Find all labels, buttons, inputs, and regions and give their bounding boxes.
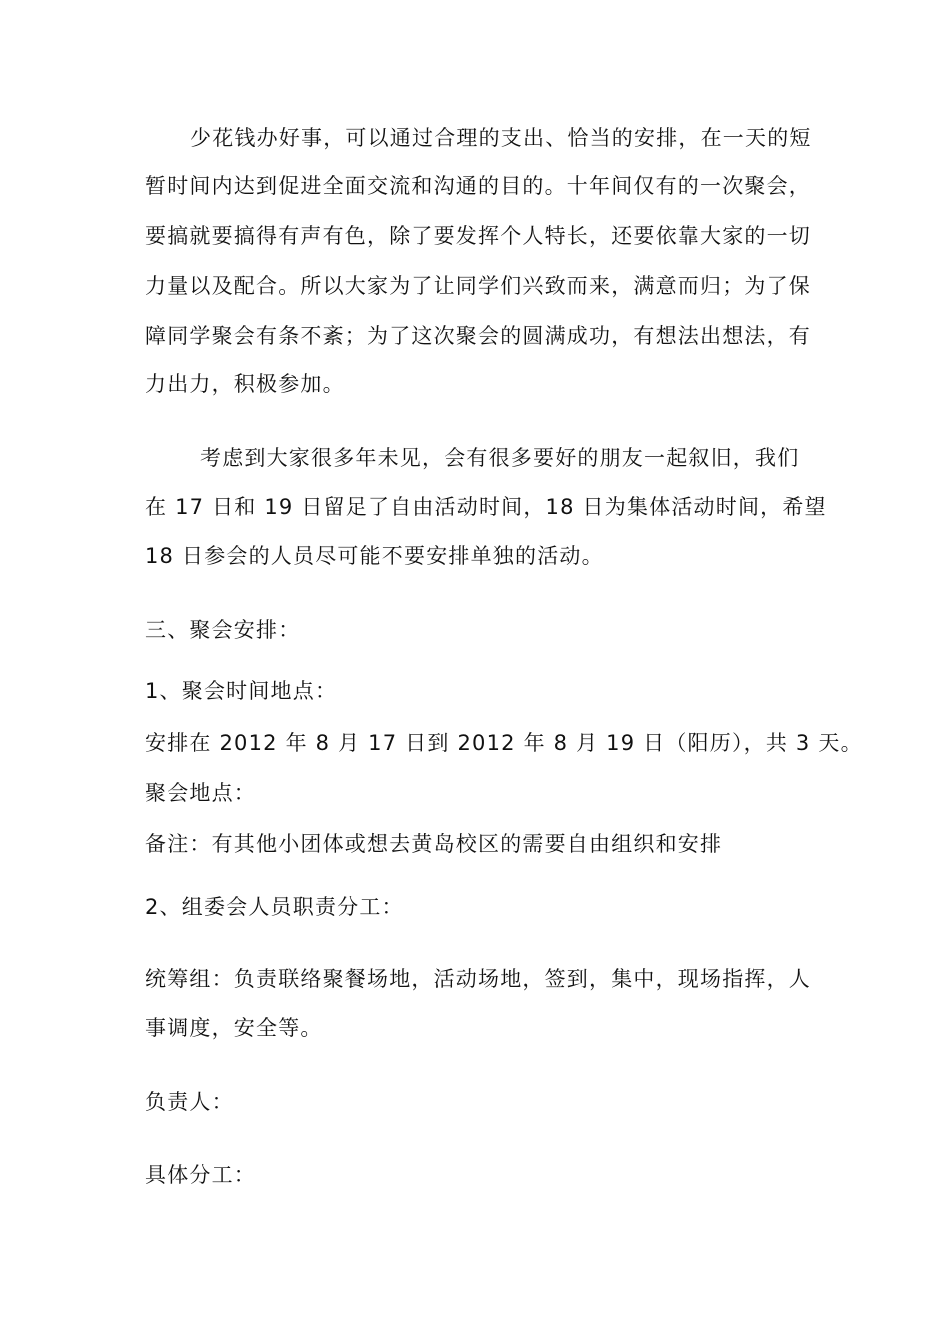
paragraph1-line-4: 力量以及配合。所以大家为了让同学们兴致而来，满意而归；为了保	[145, 274, 811, 298]
coordination-line-1: 统筹组：负责联络聚餐场地，活动场地，签到，集中，现场指挥，人	[145, 967, 811, 991]
item2-heading: 2、组委会人员职责分工：	[145, 895, 404, 919]
division-label: 具体分工：	[145, 1163, 256, 1187]
paragraph1-line-1: 少花钱办好事，可以通过合理的支出、恰当的安排，在一天的短	[190, 126, 812, 150]
section3-heading: 三、聚会安排：	[145, 618, 301, 642]
paragraph1-line-6: 力出力，积极参加。	[145, 372, 345, 396]
coordination-line-2: 事调度，安全等。	[145, 1016, 323, 1040]
paragraph2-line-2: 在 17 日和 19 日留足了自由活动时间，18 日为集体活动时间，希望	[145, 495, 827, 519]
paragraph2-line-3: 18 日参会的人员尽可能不要安排单独的活动。	[145, 544, 604, 568]
note-line: 备注：有其他小团体或想去黄岛校区的需要自由组织和安排	[145, 832, 723, 856]
paragraph1-line-2: 暂时间内达到促进全面交流和沟通的目的。十年间仅有的一次聚会，	[145, 174, 811, 198]
paragraph1-line-3: 要搞就要搞得有声有色，除了要发挥个人特长，还要依靠大家的一切	[145, 224, 811, 248]
paragraph1-line-5: 障同学聚会有条不紊；为了这次聚会的圆满成功，有想法出想法，有	[145, 324, 811, 348]
venue-label: 聚会地点：	[145, 781, 256, 805]
paragraph2-line-1: 考虑到大家很多年未见，会有很多要好的朋友一起叙旧，我们	[200, 446, 800, 470]
schedule-line: 安排在 2012 年 8 月 17 日到 2012 年 8 月 19 日（阳历），共 3 天。	[145, 731, 863, 755]
item1-heading: 1、聚会时间地点：	[145, 679, 338, 703]
responsible-label: 负责人：	[145, 1090, 234, 1114]
